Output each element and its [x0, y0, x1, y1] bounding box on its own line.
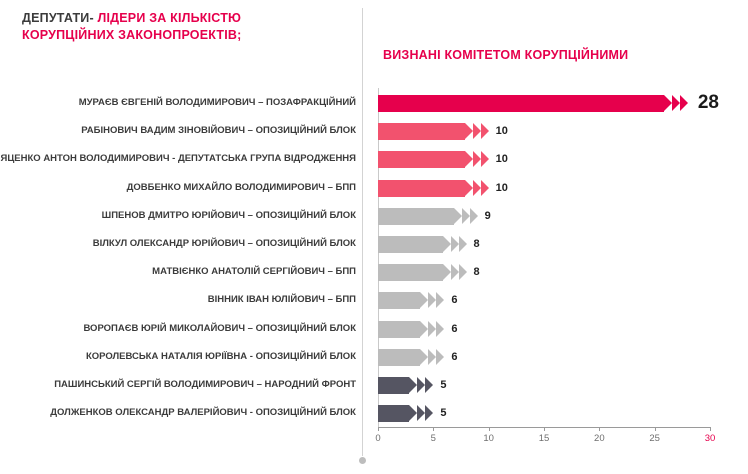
axis-tick-label: 15 [538, 433, 550, 444]
bar-value-label: 10 [495, 125, 508, 138]
bar-chevron-icon [409, 377, 417, 393]
bar-row [0, 402, 748, 424]
bar-row-label: МУРАЄВ ЄВГЕНІЙ ВОЛОДИМИРОВИЧ – ПОЗАФРАКЦІЙНИЙ [78, 97, 356, 108]
axis-tick [544, 427, 545, 431]
bar-row-label: ДОЛЖЕНКОВ ОЛЕКСАНДР ВАЛЕРІЙОВИЧ - ОПОЗИЦІЙНИЙ БЛОК [50, 407, 356, 419]
axis-tick [433, 427, 434, 431]
bar-body [378, 292, 420, 309]
bar-value-label: 8 [473, 238, 480, 250]
bar-chevron-icon [425, 405, 433, 421]
bar-body [378, 264, 443, 281]
axis-tick [378, 427, 379, 431]
bar-chevron-icon [420, 349, 428, 365]
bar-chevron-icon [420, 292, 428, 308]
bar-body [378, 349, 420, 366]
bar-chevron-icon [409, 405, 417, 421]
bar-body [378, 180, 465, 197]
bar-row [0, 261, 748, 283]
title-part-dark: ДЕПУТАТИ- [22, 11, 94, 25]
bar-row-label: ВІННИК ІВАН ЮЛІЙОВИЧ – БПП [207, 294, 356, 306]
bar [378, 349, 444, 366]
bar-body [378, 236, 443, 253]
bar-row [0, 318, 748, 340]
bar-chevron-icon [451, 264, 459, 280]
bar-body [378, 95, 664, 112]
bar-chevron-icon [462, 208, 470, 224]
bar-chevron-icon [443, 236, 451, 252]
bar [378, 321, 444, 338]
bar-value-label: 10 [495, 153, 508, 166]
bar-chevron-icon [680, 95, 688, 111]
bar-chevron-icon [473, 123, 481, 139]
axis-tick-label: 30 [704, 433, 716, 444]
bar-row-label: ШПЕНОВ ДМИТРО ЮРІЙОВИЧ – ОПОЗИЦІЙНИЙ БЛОК [101, 209, 356, 221]
bar-chevron-icon [428, 349, 436, 365]
bar-row-label: КОРОЛЕВСЬКА НАТАЛІЯ ЮРІЇВНА - ОПОЗИЦІЙНИЙ БЛОК [85, 350, 356, 362]
bar-value-label: 28 [697, 92, 719, 113]
bar-chevron-icon [436, 349, 444, 365]
bar-row-label: ПАШИНСЬКИЙ СЕРГІЙ ВОЛОДИМИРОВИЧ – НАРОДНИЙ ФРОНТ [54, 379, 356, 390]
bar [378, 405, 433, 422]
bar-row [0, 148, 748, 170]
bar-chevron-icon [672, 95, 680, 111]
bar-chevron-icon [420, 321, 428, 337]
bar-body [378, 377, 409, 394]
bar-chevron-icon [451, 236, 459, 252]
bar-row-label: ВІЛКУЛ ОЛЕКСАНДР ЮРІЙОВИЧ – ОПОЗИЦІЙНИЙ БЛОК [92, 238, 356, 249]
axis-tick-label: 20 [594, 433, 605, 444]
bar [378, 95, 688, 112]
bar-value-label: 5 [440, 407, 447, 420]
bar-row-label: МАТВІЄНКО АНАТОЛІЙ СЕРГІЙОВИЧ – БПП [152, 266, 356, 278]
bar-chevron-icon [459, 236, 467, 252]
bar-body [378, 151, 465, 168]
axis-tick [655, 427, 656, 431]
bar-row [0, 205, 748, 227]
bar-body [378, 208, 454, 225]
bar-row [0, 92, 748, 114]
bar-row [0, 346, 748, 368]
bar-row [0, 374, 748, 396]
bar-chevron-icon [473, 151, 481, 167]
bar-chevron-icon [443, 264, 451, 280]
bar-chevron-icon [481, 180, 489, 196]
bar-row-label: ДОВБЕНКО МИХАЙЛО ВОЛОДИМИРОВИЧ – БПП [126, 181, 356, 193]
bar-value-label: 5 [440, 379, 447, 391]
bar-chevron-icon [428, 292, 436, 308]
bar-chevron-icon [417, 405, 425, 421]
bar-value-label: 8 [473, 266, 480, 279]
bar-row [0, 233, 748, 255]
bar-chevron-icon [664, 95, 672, 111]
bar [378, 264, 467, 281]
bar-chevron-icon [481, 123, 489, 139]
axis-tick-label: 0 [375, 433, 381, 444]
bar [378, 123, 489, 140]
bar-row [0, 177, 748, 199]
bar-value-label: 10 [495, 181, 508, 194]
bar-row-label: РАБІНОВИЧ ВАДИМ ЗІНОВІЙОВИЧ – ОПОЗИЦІЙНИЙ БЛОК [81, 125, 356, 137]
bar-row [0, 289, 748, 311]
axis-tick [710, 427, 711, 431]
bar-chevron-icon [465, 151, 473, 167]
bar [378, 151, 489, 168]
bar-body [378, 405, 409, 422]
bar-chevron-icon [436, 321, 444, 337]
axis-tick [489, 427, 490, 431]
axis-tick-label: 5 [430, 433, 436, 444]
bar [378, 292, 444, 309]
bar-chevron-icon [459, 264, 467, 280]
bar-value-label: 6 [451, 350, 458, 363]
bar-chevron-icon [417, 377, 425, 393]
bar-chevron-icon [425, 377, 433, 393]
bar-row-label: ВОРОПАЄВ ЮРІЙ МИКОЛАЙОВИЧ – ОПОЗИЦІЙНИЙ БЛОК [83, 322, 356, 334]
bar-chevron-icon [465, 180, 473, 196]
bar-chevron-icon [436, 292, 444, 308]
axis-tick [599, 427, 600, 431]
bar [378, 377, 433, 394]
bar-body [378, 123, 465, 140]
bar-value-label: 6 [451, 322, 458, 335]
bar-body [378, 321, 420, 338]
bar-chevron-icon [454, 208, 462, 224]
bar-value-label: 9 [484, 209, 491, 222]
bar [378, 180, 489, 197]
bar-row [0, 120, 748, 142]
bar [378, 236, 467, 253]
bar-chevron-icon [428, 321, 436, 337]
bar-chevron-icon [470, 208, 478, 224]
title-part-accent: ЛІДЕРИ ЗА КІЛЬКІСТЮ [93, 11, 242, 25]
chart-subtitle: ВИЗНАНІ КОМІТЕТОМ КОРУПЦІЙНИМИ [383, 48, 629, 62]
axis-tick-label: 25 [649, 433, 660, 444]
bar-chevron-icon [465, 123, 473, 139]
bar [378, 208, 478, 225]
axis-tick-label: 10 [483, 433, 494, 444]
bar-chevron-icon [473, 180, 481, 196]
bar-value-label: 6 [451, 294, 458, 307]
title-line-2: КОРУПЦІЙНИХ ЗАКОНОПРОЕКТІВ; [22, 27, 242, 42]
bar-row-label: ЯЦЕНКО АНТОН ВОЛОДИМИРОВИЧ - ДЕПУТАТСЬКА ГРУПА ВІДРОДЖЕННЯ [0, 153, 356, 165]
bar-chevron-icon [481, 151, 489, 167]
